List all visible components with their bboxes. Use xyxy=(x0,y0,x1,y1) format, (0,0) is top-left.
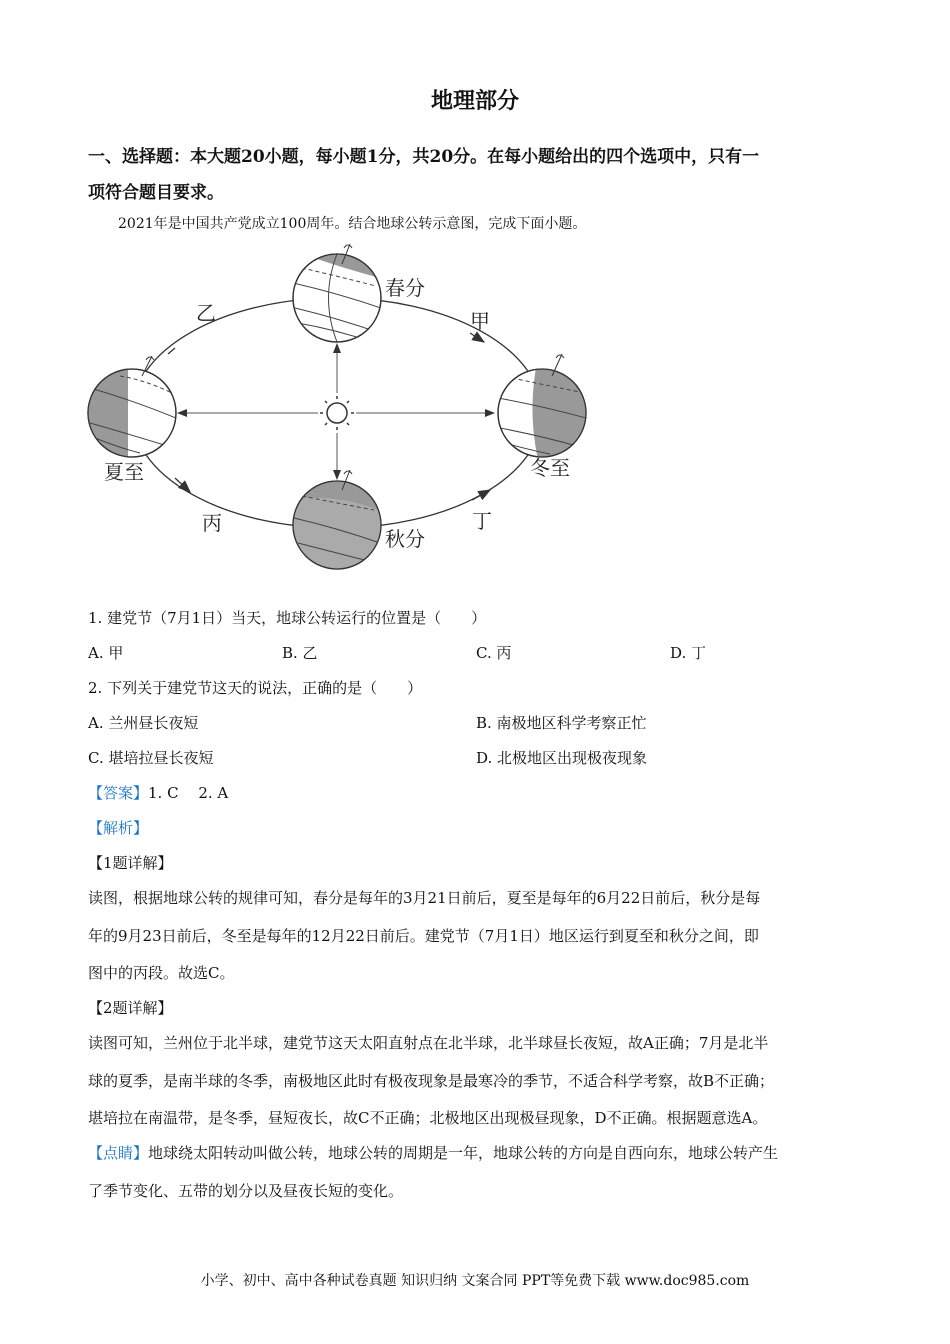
detail-1-line-1: 读图，根据地球公转的规律可知，春分是每年的3月21日前后，夏至是每年的6月22日前后，秋分是每 xyxy=(88,889,761,907)
answer-text: 1. C 2. A xyxy=(148,784,229,802)
question-1-option-a: A. 甲 xyxy=(88,644,124,662)
label-ding: 丁 xyxy=(472,509,492,533)
globe-summer-icon xyxy=(80,356,176,468)
question-1-option-d: D. 丁 xyxy=(670,644,707,662)
analysis-tag: 【解析】 xyxy=(88,819,149,837)
detail-1-tag: 【1题详解】 xyxy=(88,854,173,872)
answer-tag: 【答案】 xyxy=(88,784,149,802)
tip-tag: 【点睛】 xyxy=(88,1144,149,1162)
label-bing: 丙 xyxy=(202,511,222,535)
question-2-stem: 2. 下列关于建党节这天的说法，正确的是（ ） xyxy=(88,679,423,697)
tip-line-2: 了季节变化、五带的划分以及昼夜长短的变化。 xyxy=(88,1182,404,1200)
label-autumn: 秋分 xyxy=(385,527,425,551)
label-jia: 甲 xyxy=(470,309,490,333)
intro-text: 2021年是中国共产党成立100周年。结合地球公转示意图，完成下面小题。 xyxy=(118,216,587,232)
question-1-stem: 1. 建党节（7月1日）当天，地球公转运行的位置是（ ） xyxy=(88,609,487,627)
detail-2-line-1: 读图可知，兰州位于北半球，建党节这天太阳直射点在北半球，北半球昼长夜短，故A正确；7月是北半 xyxy=(88,1034,769,1052)
detail-2-line-2: 球的夏季，是南半球的冬季，南极地区此时有极夜现象是最寒冷的季节，不适合科学考察，故B不正确； xyxy=(88,1072,775,1090)
tip-text-1: 地球绕太阳转动叫做公转，地球公转的周期是一年，地球公转的方向是自西向东，地球公转产生 xyxy=(148,1144,779,1162)
detail-1-line-3: 图中的丙段。故选C。 xyxy=(88,964,235,982)
tip-line-1 xyxy=(88,1142,778,1163)
orbit-diagram xyxy=(80,238,600,583)
section-heading-line2: 项符合题目要求。 xyxy=(88,183,224,203)
label-yi: 乙 xyxy=(196,301,216,325)
label-summer: 夏至 xyxy=(104,460,144,484)
question-1-option-c: C. 丙 xyxy=(476,644,512,662)
page-footer: 小学、初中、高中各种试卷真题 知识归纳 文案合同 PPT等免费下载 www.doc985.com xyxy=(200,1273,750,1289)
globe-autumn-icon xyxy=(290,470,385,573)
label-spring: 春分 xyxy=(385,276,425,300)
question-2-option-b: B. 南极地区科学考察正忙 xyxy=(476,714,647,732)
detail-2-line-3: 堪培拉在南温带，是冬季，昼短夜长，故C不正确；北极地区出现极昼现象，D不正确。根据题意选A。 xyxy=(88,1109,768,1127)
question-2-option-d: D. 北极地区出现极夜现象 xyxy=(476,749,648,767)
detail-2-tag: 【2题详解】 xyxy=(88,999,173,1017)
answer-line xyxy=(88,782,228,803)
orbit-arrow-ding-icon xyxy=(472,490,490,500)
globe-winter-icon xyxy=(498,354,590,460)
detail-1-line-2: 年的9月23日前后，冬至是每年的12月22日前后。建党节（7月1日）地区运行到夏至和秋分之间，即 xyxy=(88,927,759,945)
orbit-arrow-jia-icon xyxy=(470,333,484,342)
question-1-option-b: B. 乙 xyxy=(282,644,318,662)
globe-spring-icon xyxy=(293,244,385,342)
label-winter: 冬至 xyxy=(530,456,570,480)
question-2-option-c: C. 堪培拉昼长夜短 xyxy=(88,749,214,767)
sun-icon xyxy=(320,396,354,430)
question-2-option-a: A. 兰州昼长夜短 xyxy=(88,714,199,732)
page-title: 地理部分 xyxy=(430,88,519,114)
section-heading-line1: 一、选择题：本大题20小题，每小题1分，共20分。在每小题给出的四个选项中，只有一 xyxy=(88,147,760,167)
